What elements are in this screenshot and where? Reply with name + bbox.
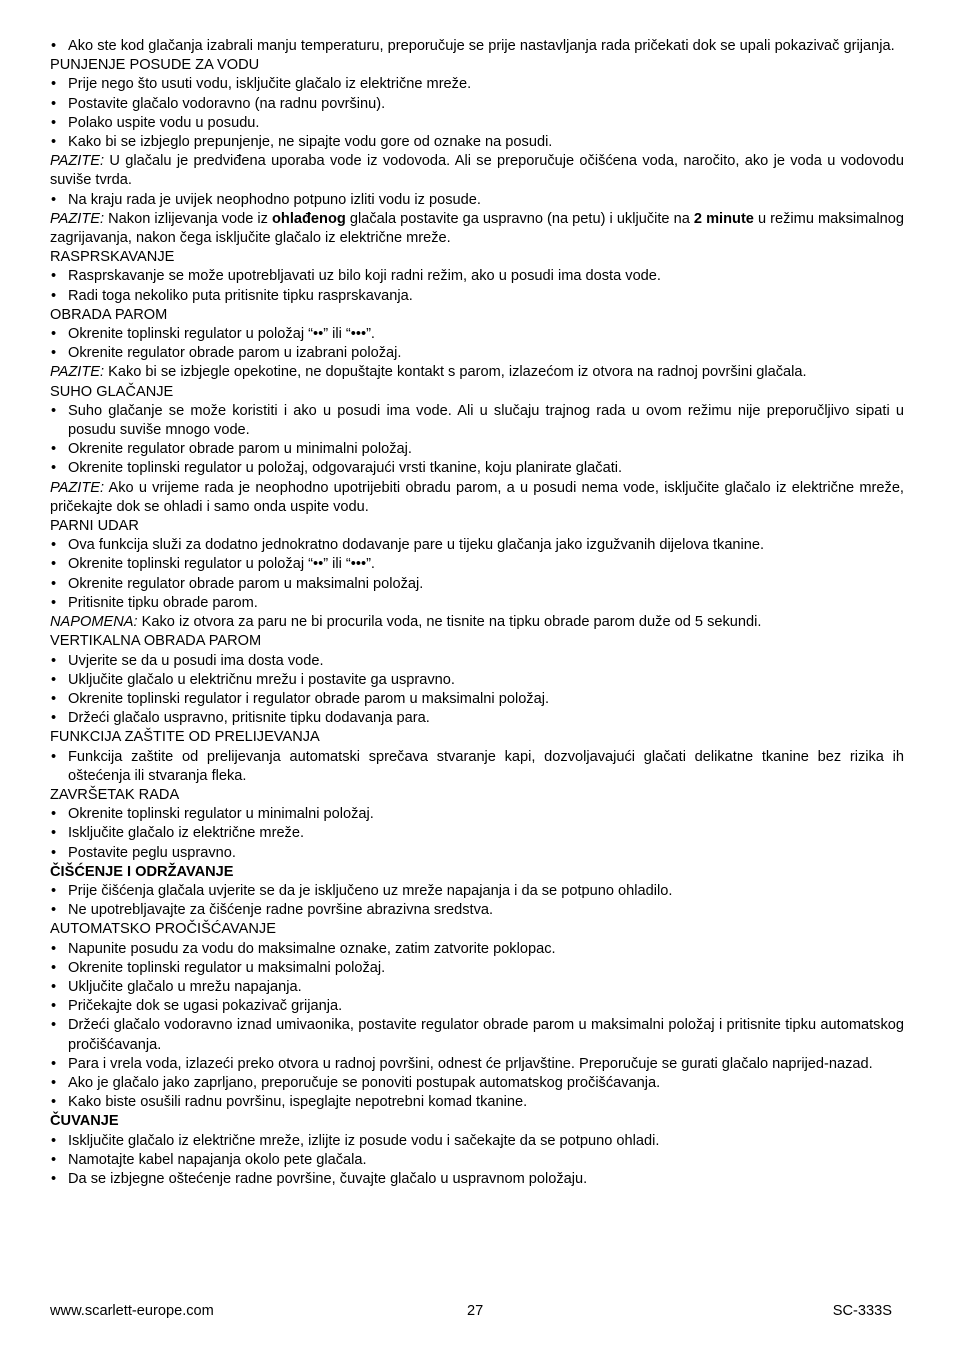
bullet-text: Postavite peglu uspravno. — [68, 844, 236, 861]
note-label: PAZITE: — [50, 364, 105, 381]
bullet-item — [50, 978, 904, 997]
bullet-item — [50, 652, 904, 671]
bullet-text: Isključite glačalo iz električne mreže. — [68, 825, 305, 842]
note-paragraph — [50, 152, 904, 190]
bullet-item — [50, 402, 904, 440]
bullet-item — [50, 1016, 904, 1054]
bullet-text: Uvjerite se da u posudi ima dosta vode. — [68, 652, 324, 669]
section-heading: VERTIKALNA OBRADA PAROM — [50, 633, 262, 650]
bullet-item — [50, 997, 904, 1016]
bullet-item — [50, 440, 904, 459]
bullet-item — [50, 709, 904, 728]
note-paragraph — [50, 613, 904, 632]
bullet-item — [50, 536, 904, 555]
bullet-text: Prije nego što usuti vodu, isključite glačalo iz električne mreže. — [68, 76, 472, 93]
bullet-text: Uključite glačalo u mrežu napajanja. — [68, 978, 302, 995]
note-paragraph — [50, 479, 904, 517]
bullet-item — [50, 1074, 904, 1093]
bullet-item — [50, 748, 904, 786]
bullet-item — [50, 690, 904, 709]
bullet-text: Funkcija zaštite od prelijevanja automatski sprečava stvaranje kapi, dozvoljavajući glačati delikatne tkanine bez rizika ih oštećenja ili stvaranja fleka. — [68, 748, 904, 784]
bullet-text: Ako je glačalo jako zaprljano, preporučuje se ponoviti postupak automatskog pročišćavanja. — [68, 1074, 661, 1091]
note-text: Kako iz otvora za paru ne bi procurila voda, ne tisnite na tipku obrade parom duže od 5 sekundi. — [137, 614, 762, 631]
note-label: NAPOMENA: — [50, 614, 138, 631]
bullet-text: Ne upotrebljavajte za čišćenje radne površine abrazivna sredstva. — [68, 902, 494, 919]
note-label: PAZITE: — [50, 479, 105, 496]
bullet-item — [50, 1151, 904, 1170]
emphasis-text: ohlađenog — [272, 210, 346, 227]
section-heading: ZAVRŠETAK RADA — [50, 786, 180, 803]
footer-page-number: 27 — [467, 1303, 484, 1319]
bullet-item — [50, 575, 904, 594]
bullet-text: Kako biste osušili radnu površinu, ispeglajte nepotrebni komad tkanine. — [68, 1094, 528, 1111]
bullet-text: Napunite posudu za vodu do maksimalne oznake, zatim zatvorite poklopac. — [68, 940, 556, 957]
section-heading: OBRADA PAROM — [50, 306, 168, 323]
note-text: U glačalu je predviđena uporaba vode iz vodovoda. Ali se preporučuje očišćena voda, naročito, ako je voda u vodovodu suviše tvrda. — [50, 153, 904, 189]
bullet-text: Okrenite toplinski regulator u minimalni položaj. — [68, 806, 374, 823]
bullet-text: Ova funkcija služi za dodatno jednokratno dodavanje pare u tijeku glačanja jako izgužvanih dijelova tkanine. — [68, 537, 765, 554]
bullet-item — [50, 344, 904, 363]
bullet-text: Postavite glačalo vodoravno (na radnu površinu). — [68, 95, 386, 112]
bullet-text: Para i vrela voda, izlazeći preko otvora u radnoj površini, odnest će prljavštine. Preporučuje se gurati glačalo naprijed-nazad. — [68, 1055, 873, 1072]
section-heading: RASPRSKAVANJE — [50, 249, 175, 266]
bullet-item — [50, 1170, 904, 1189]
bullet-text: Uključite glačalo u električnu mrežu i postavite ga uspravno. — [68, 671, 455, 688]
bullet-item — [50, 95, 904, 114]
bullet-item — [50, 1055, 904, 1074]
note-text: glačala postavite ga uspravno (na petu) i uključite na — [345, 210, 694, 227]
emphasis-text: 2 minute — [693, 210, 754, 227]
bullet-text: Namotajte kabel napajanja okolo pete glačala. — [68, 1151, 367, 1168]
note-text: Nakon izlijevanja vode iz — [104, 210, 273, 227]
bullet-item — [50, 1093, 904, 1112]
section-heading: SUHO GLAČANJE — [50, 383, 174, 400]
bullet-item — [50, 133, 904, 152]
bullet-text: Da se izbjegne oštećenje radne površine, čuvajte glačalo u uspravnom položaju. — [68, 1170, 588, 1187]
bullet-text: Držeći glačalo uspravno, pritisnite tipku dodavanja para. — [68, 710, 430, 727]
bullet-text: Ako ste kod glačanja izabrali manju temperaturu, preporučuje se prije nastavljanja rada pričekati dok se upali pokazivač grijanja. — [68, 38, 895, 54]
bullet-text: Na kraju rada je uvijek neophodno potpuno izliti vodu iz posude. — [68, 191, 481, 208]
bullet-item — [50, 901, 904, 920]
bullet-item — [50, 37, 904, 56]
bullet-item — [50, 555, 904, 574]
bullet-item — [50, 459, 904, 478]
bullet-item — [50, 75, 904, 94]
document-body — [50, 37, 904, 1189]
section-heading: PUNJENJE POSUDE ZA VODU — [50, 57, 260, 74]
bullet-text: Okrenite toplinski regulator i regulator obrade parom u maksimalni položaj. — [68, 690, 550, 707]
section-heading: FUNKCIJA ZAŠTITE OD PRELIJEVANJA — [50, 729, 320, 746]
section-heading: ČIŠĆENJE I ODRŽAVANJE — [50, 863, 234, 880]
bullet-item — [50, 594, 904, 613]
footer-model: SC-333S — [832, 1303, 892, 1319]
bullet-text: Rasprskavanje se može upotrebljavati uz bilo koji radni režim, ako u posudi ima dosta vode. — [68, 268, 661, 285]
note-label: PAZITE: — [50, 153, 105, 170]
bullet-text: Isključite glačalo iz električne mreže, izlijte iz posude vodu i sačekajte da se potpuno ohladi. — [68, 1132, 660, 1149]
bullet-text: Radi toga nekoliko puta pritisnite tipku rasprskavanja. — [68, 287, 413, 304]
bullet-item — [50, 1132, 904, 1151]
bullet-text: Kako bi se izbjeglo prepunjenje, ne sipajte vodu gore od oznake na posudi. — [68, 134, 553, 151]
bullet-text: Okrenite regulator obrade parom u izabrani položaj. — [68, 345, 402, 362]
note-paragraph — [50, 363, 904, 382]
bullet-item — [50, 940, 904, 959]
section-heading: AUTOMATSKO PROČIŠĆAVANJE — [50, 921, 276, 938]
bullet-text: Pritisnite tipku obrade parom. — [68, 594, 258, 611]
bullet-text: Okrenite regulator obrade parom u maksimalni položaj. — [68, 575, 424, 592]
bullet-text: Okrenite toplinski regulator u položaj “••” ili “•••”. — [68, 326, 375, 343]
bullet-item — [50, 824, 904, 843]
bullet-text: Držeći glačalo vodoravno iznad umivaonika, postavite regulator obrade parom u maksimalni položaj i pritisnite tipku automatskog pročišćavanja. — [68, 1017, 904, 1053]
footer-website: www.scarlett-europe.com — [50, 1303, 214, 1319]
bullet-item — [50, 267, 904, 286]
bullet-text: Suho glačanje se može koristiti i ako u posudi ima vode. Ali u slučaju trajnog rada u ovom režimu nije preporučljivo sipati u posudu suviše mnogo vode. — [68, 402, 904, 439]
bullet-item — [50, 325, 904, 344]
bullet-text: Okrenite toplinski regulator u položaj “••” ili “•••”. — [68, 556, 375, 573]
bullet-text: Okrenite toplinski regulator u položaj, odgovarajući vrsti tkanine, koju planirate glačati. — [68, 460, 623, 477]
note-paragraph — [50, 210, 904, 248]
bullet-item — [50, 882, 904, 901]
section-heading: ČUVANJE — [50, 1113, 119, 1130]
page-footer — [50, 1303, 892, 1323]
note-text: Ako u vrijeme rada je neophodno upotrijebiti obradu parom, a u posudi nema vode, isključite glačalo iz električne mreže, pričekajte dok se ohladi i samo onda uspite vodu. — [50, 479, 904, 515]
note-label: PAZITE: — [50, 210, 105, 227]
bullet-item — [50, 844, 904, 863]
bullet-text: Prije čišćenja glačala uvjerite se da je isključeno uz mreže napajanja i da se potpuno ohladilo. — [68, 882, 673, 899]
bullet-item — [50, 959, 904, 978]
section-heading: PARNI UDAR — [50, 518, 139, 535]
bullet-item — [50, 671, 904, 690]
bullet-text: Okrenite regulator obrade parom u minimalni položaj. — [68, 441, 412, 458]
bullet-item — [50, 805, 904, 824]
bullet-text: Pričekajte dok se ugasi pokazivač grijanja. — [68, 998, 343, 1015]
note-text: Kako bi se izbjegle opekotine, ne dopuštajte kontakt s parom, izlazećom iz otvora na radnoj površini glačala. — [104, 364, 807, 381]
bullet-text: Polako uspite vodu u posudu. — [68, 114, 260, 131]
bullet-item — [50, 191, 904, 210]
note-text: u režimu maksimalnog zagrijavanja, nakon čega isključite glačalo iz električne mreže. — [50, 210, 904, 247]
bullet-text: Okrenite toplinski regulator u maksimalni položaj. — [68, 959, 386, 976]
bullet-item — [50, 287, 904, 306]
bullet-item — [50, 114, 904, 133]
